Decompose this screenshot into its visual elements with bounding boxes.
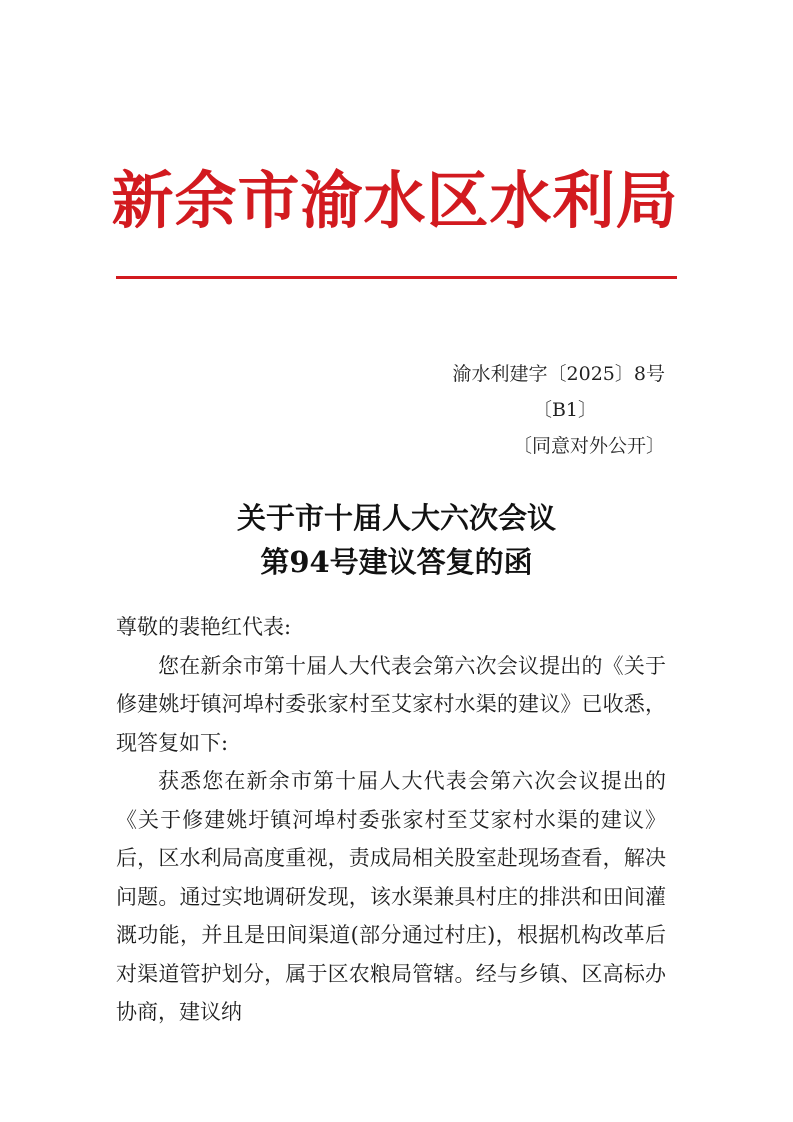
doc-number: 渝水利建字〔2025〕8号 xyxy=(452,363,665,385)
disclosure-status: 〔同意对外公开〕 xyxy=(512,435,665,457)
document-body xyxy=(116,608,666,1032)
salutation: 尊敬的裴艳红代表: xyxy=(116,615,292,639)
body-paragraph-1: 您在新余市第十届人大代表会第六次会议提出的《关于修建姚圩镇河埠村委张家村至艾家村水渠的建议》已收悉，现答复如下: xyxy=(116,653,666,755)
document-meta xyxy=(453,356,665,464)
letterhead-red-rule xyxy=(116,276,677,279)
title-line-2: 第94号建议答复的函 xyxy=(260,545,533,579)
letterhead-org-name: 新余市渝水区水利局 xyxy=(111,164,679,237)
document-title xyxy=(116,496,677,584)
body-paragraph-2: 获悉您在新余市第十届人大代表会第六次会议提出的《关于修建姚圩镇河埠村委张家村至艾家村水渠的建议》后，区水利局高度重视，责成局相关股室赴现场查看，解决问题。通过实地调研发现，该水渠兼具村庄的排洪和田间灌溉功能，并且是田间渠道(部分通过村庄)，根据机构改革后对渠道管护划分，属于区农粮局管辖。经与乡镇、区高标办协商，建议纳 xyxy=(116,769,666,1024)
title-line-1: 关于市十届人大六次会议 xyxy=(236,501,556,535)
doc-category: 〔B1〕 xyxy=(532,399,597,421)
